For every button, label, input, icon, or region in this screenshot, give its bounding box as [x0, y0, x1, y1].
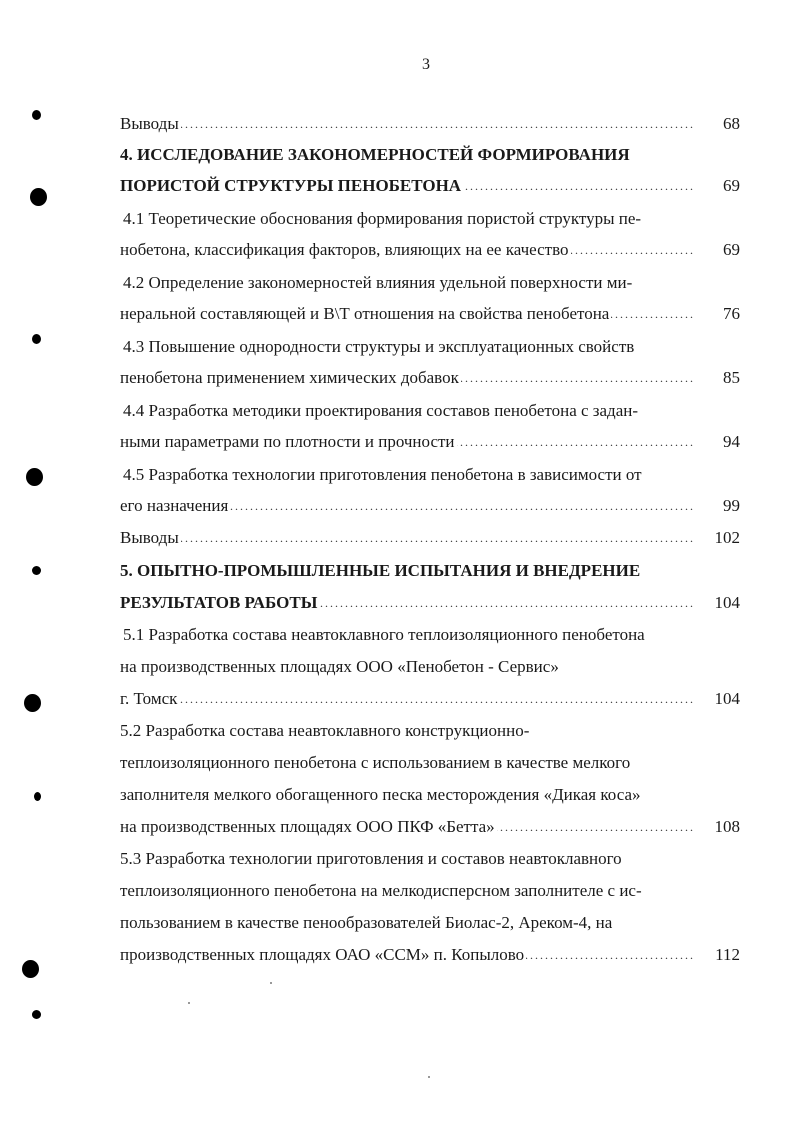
toc-entry: пенобетона применением химических добавок . . .: [120, 365, 694, 391]
toc-page-number: 76: [723, 304, 740, 323]
toc-page-number: 69: [723, 176, 740, 195]
toc-entry: пользованием в качестве пенообразователей Биолас-2, Ареком-4, на: [120, 913, 613, 932]
toc-entry: его назначения . . .: [120, 493, 694, 519]
toc-entry: теплоизоляционного пенобетона с использованием в качестве мелкого: [120, 753, 631, 772]
toc-entry: Выводы . . .: [120, 525, 694, 551]
toc-page-number: 104: [714, 593, 740, 612]
toc-page-number: 104: [714, 689, 740, 708]
toc-chapter-heading: РЕЗУЛЬТАТОВ РАБОТЫ . . .: [120, 590, 694, 616]
toc-entry: 4.4 Разработка методики проектирования составов пенобетона с задан-: [123, 401, 639, 420]
toc-page-number: 112: [715, 945, 740, 964]
toc-entry: 4.2 Определение закономерностей влияния удельной поверхности ми-: [123, 273, 633, 292]
toc-page-number: 94: [723, 432, 740, 451]
toc-entry: 4.1 Теоретические обоснования формирования пористой структуры пе-: [123, 209, 642, 228]
toc-entry: 5.2 Разработка состава неавтоклавного конструкционно-: [120, 721, 530, 740]
toc-entry: ными параметрами по плотности и прочности . . .: [120, 429, 694, 455]
toc-entry: 5.3 Разработка технологии приготовления и составов неавтоклавного: [120, 849, 622, 868]
toc-entry: Выводы . . .: [120, 111, 694, 137]
toc-page-number: 68: [723, 114, 740, 133]
toc-page-number: 85: [723, 368, 740, 387]
toc-entry: на производственных площадях ООО «Пенобетон - Сервис»: [120, 657, 559, 676]
toc-entry: нобетона, классификация факторов, влияющих на ее качество . . .: [120, 237, 694, 263]
toc-entry: 4.5 Разработка технологии приготовления пенобетона в зависимости от: [123, 465, 642, 484]
toc-chapter-heading: ПОРИСТОЙ СТРУКТУРЫ ПЕНОБЕТОНА . . .: [120, 173, 694, 199]
toc-chapter-heading: 5. ОПЫТНО-ПРОМЫШЛЕННЫЕ ИСПЫТАНИЯ И ВНЕДРЕНИЕ: [120, 561, 641, 580]
toc-entry: 5.1 Разработка состава неавтоклавного теплоизоляционного пенобетона: [123, 625, 645, 644]
toc-entry: заполнителя мелкого обогащенного песка месторождения «Дикая коса»: [120, 785, 641, 804]
toc-entry: 4.3 Повышение однородности структуры и эксплуатационных свойств: [123, 337, 635, 356]
toc-page-number: 108: [714, 817, 740, 836]
toc-entry: производственных площадях ОАО «ССМ» п. Копылово . . .: [120, 942, 694, 968]
page-number: 3: [422, 56, 430, 73]
toc-chapter-heading: 4. ИССЛЕДОВАНИЕ ЗАКОНОМЕРНОСТЕЙ ФОРМИРОВАНИЯ: [120, 145, 630, 164]
toc-page-number: 102: [714, 528, 740, 547]
toc-entry: неральной составляющей и В\Т отношения на свойства пенобетона . . .: [120, 301, 694, 327]
toc-entry: теплоизоляционного пенобетона на мелкодисперсном заполнителе с ис-: [120, 881, 642, 900]
toc-entry: на производственных площадях ООО ПКФ «Бетта» . . .: [120, 814, 694, 840]
toc-entry: г. Томск . . .: [120, 686, 694, 712]
toc-page-number: 69: [723, 240, 740, 259]
toc-page-number: 99: [723, 496, 740, 515]
